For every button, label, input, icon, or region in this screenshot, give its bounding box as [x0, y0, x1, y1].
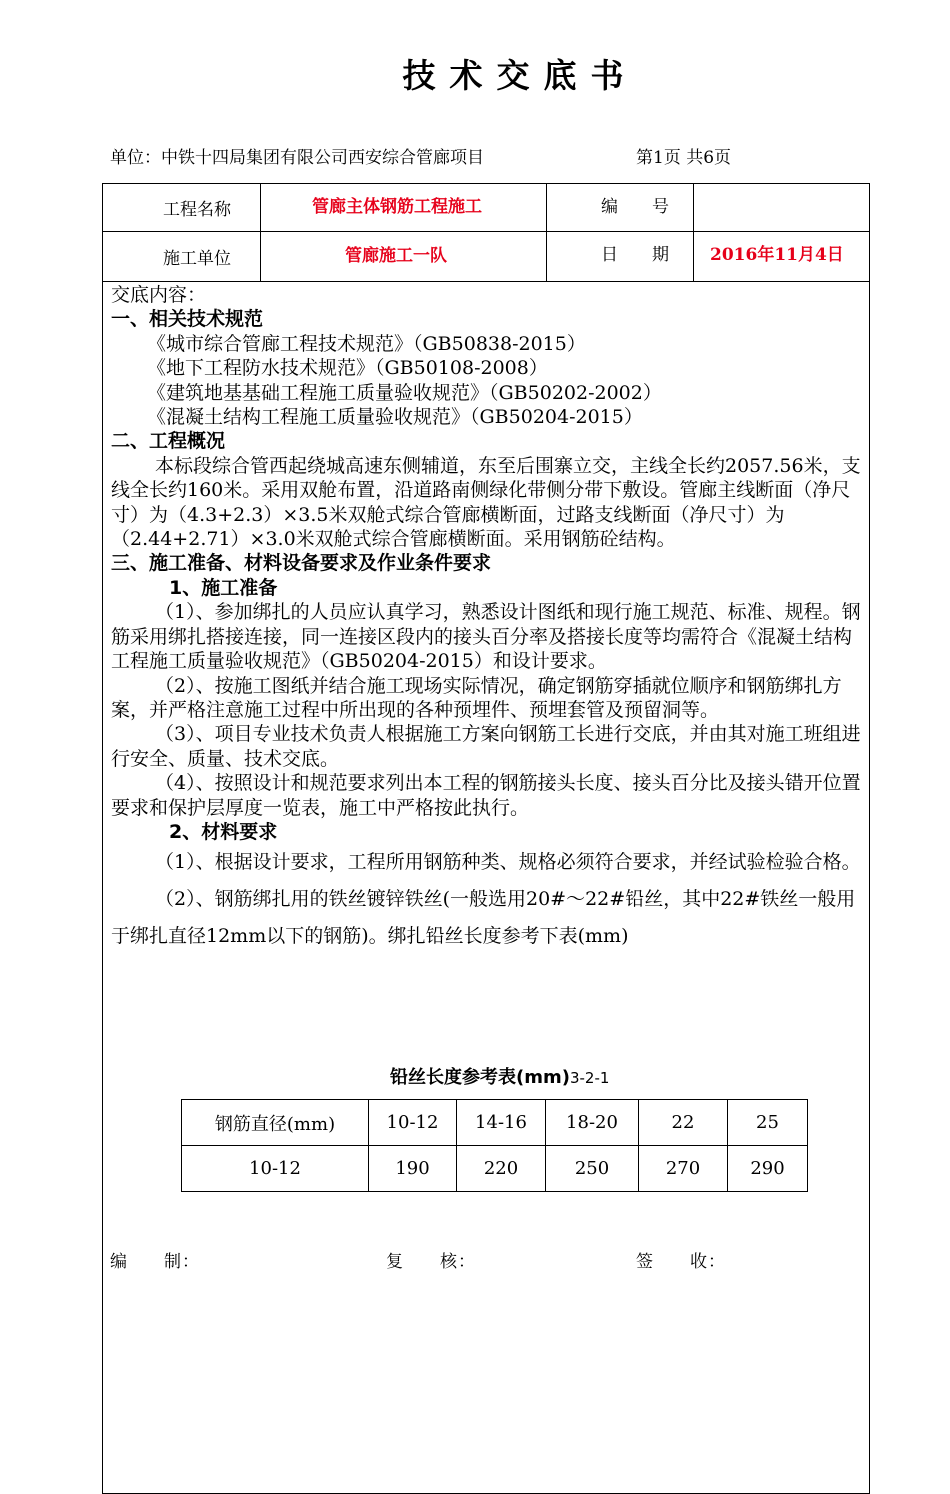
table-cell: 270 [639, 1146, 728, 1192]
table-cell: 290 [728, 1146, 808, 1192]
table-cell: 220 [457, 1146, 546, 1192]
prep-item: （1）、参加绑扎的人员应认真学习，熟悉设计图纸和现行施工规范、标准、规程。钢筋采用绑扎搭接连接，同一连接区段内的接头百分率及搭接长度等均需符合《混凝土结构工程施工质量验收规范》（GB50204-2015）和设计要求。 [111, 601, 861, 673]
section-1-title: 一、相关技术规范 [111, 308, 264, 331]
reference-item: 《地下工程防水技术规范》（GB50108-2008） [147, 357, 548, 380]
table-row [182, 1100, 808, 1146]
section-3-2-title: 2、材料要求 [169, 820, 278, 843]
section-3-title: 三、施工准备、材料设备要求及作业条件要求 [111, 552, 492, 575]
table-header-cell: 22 [639, 1100, 728, 1146]
date-value: 2016年11月4日 [710, 244, 844, 265]
wire-table-title [390, 1063, 609, 1089]
project-name-label: 工程名称 [163, 199, 231, 220]
info-col-divider-1 [260, 183, 261, 281]
section-3-1-title: 1、施工准备 [169, 576, 278, 599]
table-header-cell: 10-12 [369, 1100, 457, 1146]
prep-item: （2）、按施工图纸并结合施工现场实际情况，确定钢筋穿插就位顺序和钢筋绑扎方案，并严格注意施工过程中所出现的各种预埋件、预埋套管及预留洞等。 [111, 674, 842, 721]
prep-item: （4）、按照设计和规范要求列出本工程的钢筋接头长度、接头百分比及接头错开位置要求和保护层厚度一览表，施工中严格按此执行。 [111, 772, 861, 819]
content-intro: 交底内容： [111, 284, 207, 306]
unit-line: 单位：中铁十四局集团有限公司西安综合管廊项目 [110, 148, 484, 168]
table-header-cell: 18-20 [546, 1100, 639, 1146]
section-2-text: 本标段综合管西起绕城高速东侧辅道，东至后围寨立交，主线全长约2057.56米，支线全长约160米。采用双舱布置，沿道路南侧绿化带侧分带下敷设。管廊主线断面（净尺寸）为（4.3+2.3）×3.5米双舱式综合管廊横断面，过路支线断面（净尺寸）为（2.44+2.71）×3.0米双舱式综合管廊横断面。采用钢筋砼结构。 [111, 454, 861, 551]
date-label: 日 期 [601, 244, 669, 265]
reference-item: 《城市综合管廊工程技术规范》（GB50838-2015） [147, 332, 586, 355]
received-by-label: 签 收： [636, 1252, 726, 1272]
reference-item: 《混凝土结构工程施工质量验收规范》（GB50204-2015） [147, 406, 643, 429]
material-item: （1）、根据设计要求，工程所用钢筋种类、规格必须符合要求，并经试验检验合格。 [155, 851, 861, 874]
number-label: 编 号 [601, 196, 669, 217]
info-col-divider-2 [546, 183, 547, 281]
table-row [182, 1146, 808, 1192]
info-table-bottom [102, 281, 870, 282]
wire-length-table [181, 1099, 808, 1192]
reference-item: 《建筑地基基础工程施工质量验收规范》（GB50202-2002） [147, 381, 662, 404]
wire-table-title-suffix: 3-2-1 [569, 1069, 610, 1087]
table-header-cell: 钢筋直径(mm) [182, 1100, 369, 1146]
table-header-cell: 25 [728, 1100, 808, 1146]
table-header-cell: 14-16 [457, 1100, 546, 1146]
prepared-by-label: 编 制： [110, 1252, 200, 1272]
page-indicator: 第1页 共6页 [636, 148, 732, 168]
disclosure-content [111, 283, 866, 955]
prep-item: （3）、项目专业技术负责人根据施工方案向钢筋工长进行交底，并由其对施工班组进行安全、质量、技术交底。 [111, 723, 861, 770]
document-title: 技术交底书 [402, 56, 638, 95]
info-col-divider-3 [693, 183, 694, 281]
wire-table-title-text: 铅丝长度参考表(mm) [390, 1067, 570, 1088]
table-cell: 190 [369, 1146, 457, 1192]
contractor-value: 管廊施工一队 [345, 245, 447, 266]
section-2-title: 二、工程概况 [111, 430, 226, 453]
table-cell: 10-12 [182, 1146, 369, 1192]
reviewed-by-label: 复 核： [386, 1252, 476, 1272]
material-item: （2）、钢筋绑扎用的铁丝镀锌铁丝(一般选用20#～22#铅丝，其中22#铁丝一般用于绑扎直径12mm以下的钢筋)。绑扎铅丝长度参考下表(mm) [111, 888, 856, 948]
contractor-label: 施工单位 [163, 248, 231, 269]
project-name-value: 管廊主体钢筋工程施工 [312, 196, 482, 217]
table-cell: 250 [546, 1146, 639, 1192]
